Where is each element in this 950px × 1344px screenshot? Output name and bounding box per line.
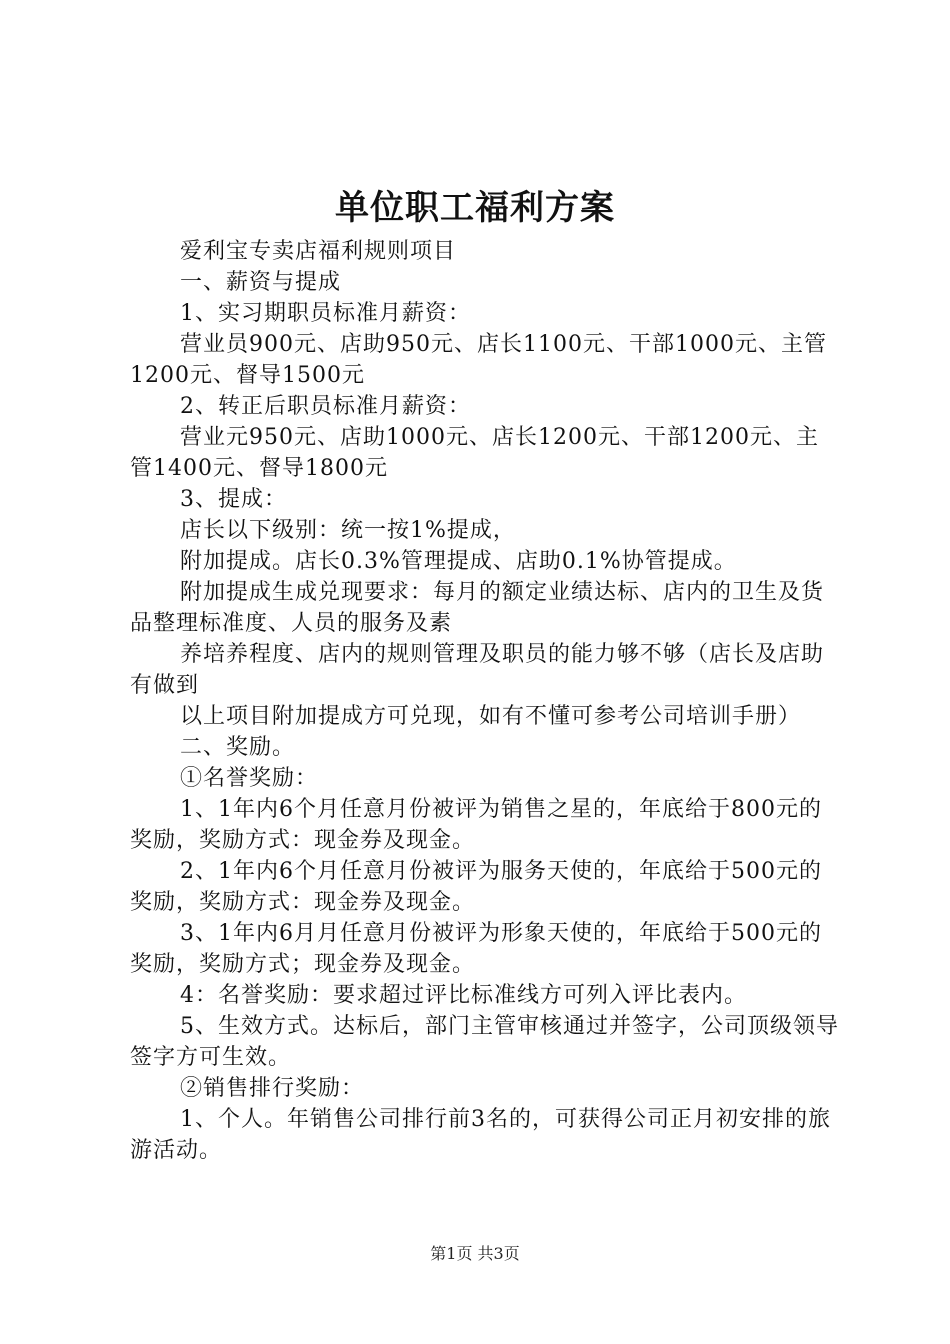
paragraph: 爱利宝专卖店福利规则项目 — [180, 239, 457, 264]
paragraph: 店长以下级别：统一按1%提成， — [180, 518, 516, 543]
paragraph: 附加提成生成兑现要求：每月的额定业绩达标、店内的卫生及货品整理标准度、人员的服务及素 — [130, 580, 825, 636]
paragraph: 3、提成： — [180, 487, 287, 512]
paragraph: ①名誉奖励： — [180, 766, 319, 791]
paragraph: 附加提成。店长0.3%管理提成、店助0.1%协管提成。 — [180, 549, 737, 574]
paragraph: 营业员900元、店助950元、店长1100元、干部1000元、主管1200元、督导1500元 — [130, 332, 827, 388]
paragraph: 5、生效方式。达标后，部门主管审核通过并签字，公司顶级领导签字方可生效。 — [130, 1014, 839, 1070]
paragraph: 二、奖励。 — [180, 735, 296, 760]
paragraph: 1、个人。年销售公司排行前3名的，可获得公司正月初安排的旅游活动。 — [130, 1107, 831, 1163]
paragraph: 4：名誉奖励：要求超过评比标准线方可列入评比表内。 — [180, 983, 747, 1008]
paragraph: 1、1年内6个月任意月份被评为销售之星的，年底给于800元的奖励，奖励方式：现金券及现金。 — [130, 797, 822, 853]
paragraph: 养培养程度、店内的规则管理及职员的能力够不够（店长及店助有做到 — [130, 642, 825, 698]
paragraph: 2、转正后职员标准月薪资： — [180, 394, 471, 419]
document-title: 单位职工福利方案 — [335, 188, 615, 228]
paragraph: ②销售排行奖励： — [180, 1076, 365, 1101]
document-body — [130, 236, 840, 1166]
paragraph: 3、1年内6月月任意月份被评为形象天使的，年底给于500元的奖励，奖励方式；现金券及现金。 — [130, 921, 822, 977]
paragraph: 以上项目附加提成方可兑现，如有不懂可参考公司培训手册） — [180, 704, 802, 729]
paragraph: 一、薪资与提成 — [180, 270, 342, 295]
paragraph: 营业元950元、店助1000元、店长1200元、干部1200元、主管1400元、督导1800元 — [130, 425, 819, 481]
paragraph: 1、实习期职员标准月薪资： — [180, 301, 471, 326]
page-footer: 第1页 共3页 — [430, 1244, 520, 1263]
paragraph: 2、1年内6个月任意月份被评为服务天使的，年底给于500元的奖励，奖励方式：现金券及现金。 — [130, 859, 822, 915]
